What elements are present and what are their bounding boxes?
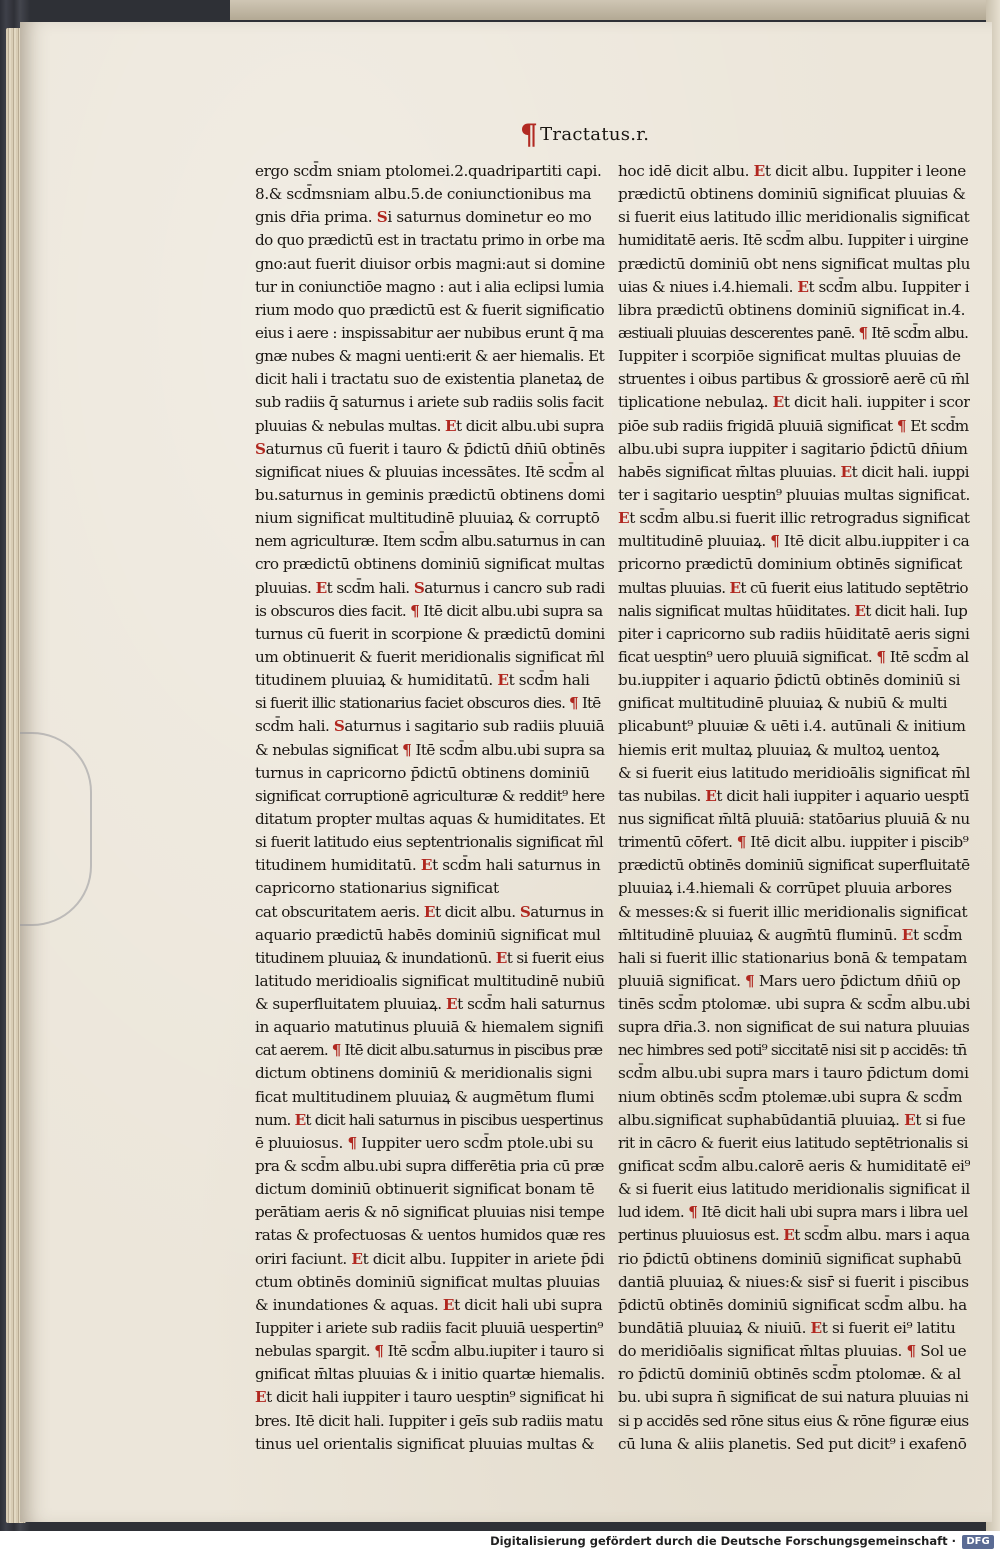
text-line: capricorno stationarius significat [255,879,499,898]
text-line: prædictū obtinēs dominiū significat superfluitatē [618,856,970,875]
text-line: dictum dominiū obtinuerit significat bonam tē [255,1180,595,1199]
text-line: pluuias & nebulas multas. Et dicit albu.ubi supra [255,416,604,435]
text-line: si fuerit eius latitudo illic meridionalis significat [618,208,970,227]
text-line: tas nubilas. Et dicit hali iuppiter i aquario uesptī [618,786,969,805]
text-line: cū luna & aliis planetis. Sed put dicit⁹ i exafenō [618,1434,967,1453]
text-line: in aquario matutinus pluuiā & hiemalem signifi [255,1018,604,1037]
rubric-mark-icon: ¶ [520,118,539,151]
text-line: ē pluuiosus. ¶ Iuppiter uero scd̄m ptole.ubi su [255,1133,594,1152]
right-text-column [618,160,970,1456]
text-line: rium modo quo prædictū est & fuerit significatio [255,300,605,319]
text-line: prædictū dominiū obt nens significat multas plu [618,254,970,273]
text-line: titudinem pluuiaꝝ & inundationū. Et si fuerit eius [255,948,604,967]
text-line: bu.iuppiter i aquario p̄dictū obtinēs dominiū si [618,671,961,690]
text-line: æstiuali pluuias descerentes panē. ¶ Itē scd̄m albu. [618,323,969,342]
text-line: gnificat m̄ltas pluuias & i initio quartæ hiemalis. [255,1365,605,1384]
text-line: struentes i oibus partibus & grossiorē aerē cū m̄l [618,370,970,389]
text-line: ctum obtinēs dominiū significat multas pluuias [255,1272,600,1291]
text-line: nem agriculturæ. Item scd̄m albu.saturnus in can [255,532,605,551]
text-line: m̄ltitudinē pluuiaꝝ & augm̄tū fluminū. Et scd̄m [618,925,963,944]
text-line: rit in cācro & fuerit eius latitudo septētrionalis si [618,1133,968,1152]
text-line: cat obscuritatem aeris. Et dicit albu. Saturnus in [255,902,604,921]
text-line: piter i capricorno sub radiis hūiditatē aeris signi [618,624,970,643]
text-line: latitudo meridioalis significat multitudinē nubiū [255,971,605,990]
text-line: habēs significat m̄ltas pluuias. Et dicit hali. iuppi [618,462,969,481]
text-line: hali si fuerit illic stationarius bonā & tempatam [618,948,968,967]
text-line: dicit hali i tractatu suo de existentia planetaꝝ de [255,370,604,389]
text-line: gno:aut fuerit diuisor orbis magni:aut si domine [255,254,605,273]
text-line: nebulas spargit. ¶ Itē scd̄m albu.iupiter i tauro si [255,1342,604,1361]
text-line: gnis dr̄ia prima. Si saturnus dominetur eo mo [255,208,592,227]
text-line: aquario prædictū habēs dominiū significat mul [255,925,601,944]
text-line: si fuerit illic stationarius faciet obscuros dies. ¶ Itē [255,694,601,713]
text-line: prædictū obtinens dominiū significat pluuias & [618,185,966,204]
text-line: sub radiis q̄ saturnus i ariete sub radiis solis facit [255,393,604,412]
text-line: um obtinuerit & fuerit meridionalis significat m̄l [255,647,605,666]
text-line: ratas & profectuosas & uentos humidos quæ res [255,1226,605,1245]
text-line: bu. ubi supra n̄ significat de sui natura pluuias ni [618,1388,969,1407]
text-line: cro prædictū obtinens dominiū significat multas [255,555,605,574]
funding-notice: Digitalisierung gefördert durch die Deutsche Forschungsgemeinschaft · [490,1534,956,1548]
text-line: humiditatē aeris. Itē scd̄m albu. Iuppiter i uirgine [618,231,969,250]
text-line: nus significat m̄ltā pluuiā: statōarius pluuiā & nu [618,809,970,828]
text-line: ficat uesptin⁹ uero pluuiā significat. ¶ Itē scd̄m al [618,647,969,666]
text-line: & messes:& si fuerit illic meridionalis significat [618,902,968,921]
text-line: albu.ubi supra iuppiter i sagitario p̄dictū dn̄ium [618,439,968,458]
page-header [520,118,649,151]
text-line: nalis significat multas hūiditates. Et dicit hali. Iup [618,601,968,620]
text-line: Et dicit hali iuppiter i tauro uesptin⁹ significat hi [255,1388,604,1407]
text-line: tur in coniunctiōe magno : aut i alia eclipsi lumia [255,277,604,296]
text-line: perātiam aeris & nō significat pluuias nisi tempe [255,1203,605,1222]
text-line: pluuiaꝝ i.4.hiemali & corrūpet pluuia arbores [618,879,952,898]
text-line: hiemis erit multaꝝ pluuiaꝝ & multoꝝ uentoꝝ [618,740,940,759]
text-line: p̄dictū obtinēs dominiū significat scd̄m albu. ha [618,1295,967,1314]
text-line: significat niues & pluuias incessātes. Itē scd̄m al [255,462,604,481]
text-line: gnificat multitudinē pluuiaꝝ & nubiū & multi [618,694,948,713]
text-line: & inundationes & aquas. Et dicit hali ubi supra [255,1295,603,1314]
text-line: do meridiōalis significat m̄ltas pluuias. ¶ Sol ue [618,1342,967,1361]
text-line: & nebulas significat ¶ Itē scd̄m albu.ubi supra sa [255,740,605,759]
text-line: nec himbres sed poti⁹ siccitatē nisi sit p accidēs: tn̄ [618,1041,967,1060]
text-line: & si fuerit eius latitudo meridionalis significat il [618,1180,970,1199]
text-line: Iuppiter i ariete sub radiis facit pluuiā uespertin⁹ [255,1319,603,1338]
text-line: dictum obtinens dominiū & meridionalis signi [255,1064,592,1083]
text-line: albu.significat suphabūdantiā pluuiaꝝ. Et si fue [618,1110,966,1129]
text-line: uias & niues i.4.hiemali. Et scd̄m albu. Iuppiter i [618,277,970,296]
text-line: significat corruptionē agriculturæ & reddit⁹ here [255,786,605,805]
text-line: eius i aere : inspissabitur aer nubibus erunt q̄ ma [255,323,604,342]
text-line: scd̄m albu.ubi supra mars i tauro p̄dictum domi [618,1064,969,1083]
text-line: ditatum propter multas aquas & humiditates. Et [255,809,605,828]
text-line: num. Et dicit hali saturnus in piscibus uespertinus [255,1110,603,1129]
text-line: multitudinē pluuiaꝝ. ¶ Itē dicit albu.iuppiter i ca [618,532,970,551]
text-line: trimentū cōfert. ¶ Itē dicit albu. iuppiter i piscib⁹ [618,833,969,852]
text-line: nium obtinēs scd̄m ptolemæ.ubi supra & scd̄m [618,1087,963,1106]
text-line: supra dr̄ia.3. non significat de sui natura pluuias [618,1018,970,1037]
text-line: plicabunt⁹ pluuiæ & uēti i.4. autūnali & initium [618,717,966,736]
text-line: turnus in capricorno p̄dictū obtinens dominiū [255,763,590,782]
text-line: is obscuros dies facit. ¶ Itē dicit albu.ubi supra sa [255,601,603,620]
text-line: pra & scd̄m albu.ubi supra differētia pria cū præ [255,1157,604,1176]
text-line: Saturnus cū fuerit i tauro & p̄dictū dn̄iū obtinēs [255,439,605,458]
text-line: 8.& scd̄msniam albu.5.de coniunctionibus ma [255,185,592,204]
page-top-edge [230,0,1000,20]
text-line: cat aerem. ¶ Itē dicit albu.saturnus in piscibus præ [255,1041,603,1060]
text-line: scd̄m hali. Saturnus i sagitario sub radiis pluuiā [255,717,605,736]
text-line: & superfluitatem pluuiaꝝ. Et scd̄m hali saturnus [255,995,605,1014]
left-text-column [255,160,605,1456]
text-line: dantiā pluuiaꝝ & niues:& sisr̄ si fuerit i piscibus [618,1272,969,1291]
page-clip-shadow [20,732,92,926]
text-line: multas pluuias. Et cū fuerit eius latitudo septētrio [618,578,968,597]
text-line: lud idem. ¶ Itē dicit hali ubi supra mars i libra uel [618,1203,968,1222]
text-line: tinus uel orientalis significat pluuias multas & [255,1434,595,1453]
header-title: Tractatus.r. [540,124,650,145]
text-line: ter i sagitario uesptin⁹ pluuias multas significat. [618,485,970,504]
text-line: ergo scd̄m sniam ptolomei.2.quadripartiti capi. [255,162,602,180]
text-line: bundātiā pluuiaꝝ & niuiū. Et si fuerit ei⁹ latitu [618,1319,956,1338]
text-line: pertinus pluuiosus est. Et scd̄m albu. mars i aqua [618,1226,970,1245]
text-line: libra prædictū obtinens dominiū significat in.4. [618,300,966,319]
text-line: pricorno prædictū dominium obtinēs significat [618,555,962,574]
text-line: bu.saturnus in geminis prædictū obtinens domi [255,485,605,504]
text-line: si fuerit latitudo eius septentrionalis significat m̄l [255,833,604,852]
dfg-logo-icon: DFG [962,1535,994,1549]
text-line: & si fuerit eius latitudo meridioālis significat m̄l [618,763,970,782]
text-line: tiplicatione nebulaꝝ. Et dicit hali. iuppiter i scor [618,393,970,412]
text-line: ro p̄dictū dominiū obtinēs scd̄m ptolomæ. & al [618,1365,961,1384]
text-line: hoc idē dicit albu. Et dicit albu. Iuppiter i leone [618,162,966,180]
text-line: pluuias. Et scd̄m hali. Saturnus i cancro sub radi [255,578,605,597]
text-line: si p accidēs sed rōne situs eius & rōne figuræ eius [618,1411,969,1430]
text-line: titudinem pluuiaꝝ & humiditatū. Et scd̄m hali [255,671,590,690]
text-line: turnus cū fuerit in scorpione & prædictū domini [255,624,605,643]
text-line: Et scd̄m albu.si fuerit illic retrogradus significat [618,509,970,528]
text-line: oriri faciunt. Et dicit albu. Iuppiter in ariete p̄di [255,1249,604,1268]
text-line: tinēs scd̄m ptolomæ. ubi supra & scd̄m albu.ubi [618,995,970,1014]
text-line: Iuppiter i scorpiōe significat multas pluuias de [618,347,961,366]
text-line: nium significat multitudinē pluuiaꝝ & corruptō [255,509,600,528]
footer-bar [0,1531,1000,1553]
text-line: bres. Itē dicit hali. Iuppiter i geīs sub radiis matu [255,1411,603,1430]
text-line: pluuiā significat. ¶ Mars uero p̄dictum dn̄iū op [618,971,961,990]
text-line: do quo prædictū est in tractatu primo in orbe ma [255,231,605,250]
text-line: gnæ nubes & magni uenti:erit & aer hiemalis. Et [255,347,605,366]
text-line: titudinem humiditatū. Et scd̄m hali saturnus in [255,856,601,875]
text-line: ficat multitudinem pluuiaꝝ & augmētum flumi [255,1087,594,1106]
text-line: rio p̄dictū obtinens dominiū significat suphabū [618,1249,962,1268]
text-line: piōe sub radiis frigidā pluuiā significat ¶ Et scd̄m [618,416,969,435]
text-line: gnificat scd̄m albu.calorē aeris & humiditatē ei⁹ [618,1157,970,1176]
